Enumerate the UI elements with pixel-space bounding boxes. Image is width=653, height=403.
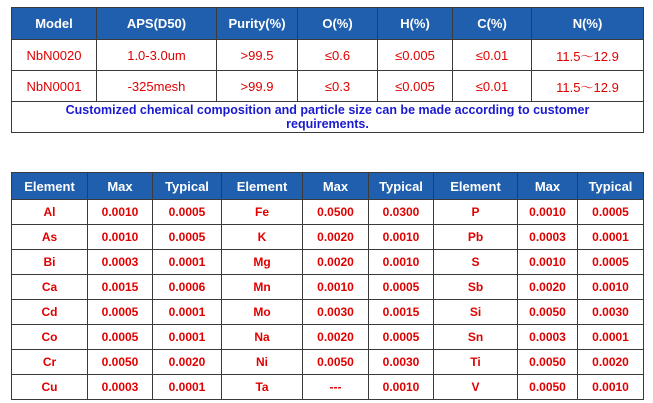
impurity-cell-element: Cu: [12, 375, 88, 400]
table-row: [12, 275, 644, 300]
impurity-body: [12, 200, 644, 400]
impurity-cell-typical: 0.0010: [578, 375, 644, 400]
impurity-cell-element: Sn: [434, 325, 518, 350]
impurity-cell-typical: 0.0001: [153, 325, 222, 350]
impurity-cell-element: Ni: [222, 350, 303, 375]
impurity-cell-typical: 0.0020: [578, 350, 644, 375]
impurity-cell-typical: 0.0001: [153, 300, 222, 325]
impurity-cell-element: Mn: [222, 275, 303, 300]
impurity-cell-typical: 0.0001: [578, 325, 644, 350]
spec-header-cell: C(%): [453, 8, 532, 40]
impurity-cell-element: Bi: [12, 250, 88, 275]
impurity-cell-max: 0.0003: [88, 375, 153, 400]
impurity-cell-max: 0.0050: [518, 375, 578, 400]
impurity-header-max: Max: [518, 173, 578, 200]
spec-cell-model: NbN0001: [12, 71, 97, 102]
impurity-cell-element: Pb: [434, 225, 518, 250]
impurity-header-max: Max: [88, 173, 153, 200]
impurity-cell-typical: 0.0010: [369, 250, 434, 275]
table-row: [12, 250, 644, 275]
impurity-cell-element: Si: [434, 300, 518, 325]
impurity-cell-max: 0.0500: [303, 200, 369, 225]
table-row: [12, 71, 644, 102]
spec-header-cell: APS(D50): [97, 8, 217, 40]
impurity-cell-typical: 0.0030: [369, 350, 434, 375]
table-row: [12, 375, 644, 400]
spec-header-cell: N(%): [532, 8, 644, 40]
impurity-header-row: [12, 173, 644, 200]
note-row: [12, 102, 644, 133]
impurity-cell-max: 0.0020: [303, 325, 369, 350]
impurity-header-typical: Typical: [369, 173, 434, 200]
impurity-header-max: Max: [303, 173, 369, 200]
spec-cell-carbon: ≤0.01: [453, 40, 532, 71]
impurity-cell-typical: 0.0005: [369, 325, 434, 350]
impurity-header-element: Element: [222, 173, 303, 200]
table-row: [12, 325, 644, 350]
impurity-cell-max: 0.0050: [88, 350, 153, 375]
impurity-header-element: Element: [434, 173, 518, 200]
impurity-cell-element: Na: [222, 325, 303, 350]
impurity-cell-typical: 0.0001: [153, 375, 222, 400]
spec-cell-purity: >99.9: [217, 71, 298, 102]
table-row: [12, 40, 644, 71]
spec-cell-oxygen: ≤0.6: [298, 40, 378, 71]
impurity-cell-max: 0.0003: [88, 250, 153, 275]
spec-header-cell: H(%): [378, 8, 453, 40]
impurity-cell-typical: 0.0005: [578, 250, 644, 275]
impurity-cell-element: Mo: [222, 300, 303, 325]
spec-cell-aps: 1.0-3.0um: [97, 40, 217, 71]
impurity-cell-max: 0.0003: [518, 325, 578, 350]
impurity-header-typical: Typical: [578, 173, 644, 200]
table-row: [12, 225, 644, 250]
impurity-cell-max: 0.0010: [88, 200, 153, 225]
impurity-cell-typical: 0.0005: [578, 200, 644, 225]
impurity-cell-element: Ta: [222, 375, 303, 400]
spec-header-row: [12, 8, 644, 40]
impurity-cell-max: 0.0015: [88, 275, 153, 300]
impurity-cell-max: 0.0020: [303, 250, 369, 275]
impurity-cell-typical: 0.0020: [153, 350, 222, 375]
impurity-table: [11, 172, 644, 400]
impurity-cell-max: 0.0005: [88, 325, 153, 350]
spec-header-cell: Model: [12, 8, 97, 40]
spec-cell-aps: -325mesh: [97, 71, 217, 102]
table-row: [12, 200, 644, 225]
impurity-cell-element: Sb: [434, 275, 518, 300]
impurity-cell-max: 0.0010: [518, 250, 578, 275]
spec-cell-nitrogen: 11.5～12.9: [532, 71, 644, 102]
impurity-cell-typical: 0.0005: [369, 275, 434, 300]
impurity-cell-element: P: [434, 200, 518, 225]
impurity-cell-max: 0.0030: [303, 300, 369, 325]
impurity-cell-typical: 0.0010: [369, 225, 434, 250]
spec-cell-oxygen: ≤0.3: [298, 71, 378, 102]
impurity-cell-typical: 0.0006: [153, 275, 222, 300]
customization-note: Customized chemical composition and particle size can be made according to customer requirements.: [12, 102, 644, 133]
impurity-cell-element: Al: [12, 200, 88, 225]
impurity-cell-max: 0.0010: [303, 275, 369, 300]
impurity-cell-element: K: [222, 225, 303, 250]
spec-header-cell: O(%): [298, 8, 378, 40]
impurity-cell-max: ---: [303, 375, 369, 400]
impurity-cell-element: As: [12, 225, 88, 250]
impurity-cell-element: Cr: [12, 350, 88, 375]
impurity-cell-max: 0.0005: [88, 300, 153, 325]
table-row: [12, 350, 644, 375]
impurity-cell-max: 0.0020: [303, 225, 369, 250]
impurity-header-typical: Typical: [153, 173, 222, 200]
impurity-cell-typical: 0.0030: [578, 300, 644, 325]
spec-cell-purity: >99.5: [217, 40, 298, 71]
impurity-cell-max: 0.0010: [88, 225, 153, 250]
spec-cell-nitrogen: 11.5～12.9: [532, 40, 644, 71]
impurity-cell-typical: 0.0001: [153, 250, 222, 275]
impurity-cell-element: Ca: [12, 275, 88, 300]
impurity-cell-element: Co: [12, 325, 88, 350]
impurity-cell-element: Mg: [222, 250, 303, 275]
impurity-cell-typical: 0.0005: [153, 200, 222, 225]
impurity-cell-typical: 0.0300: [369, 200, 434, 225]
spec-header-cell: Purity(%): [217, 8, 298, 40]
impurity-cell-typical: 0.0005: [153, 225, 222, 250]
impurity-cell-element: Ti: [434, 350, 518, 375]
impurity-cell-element: V: [434, 375, 518, 400]
spec-cell-hydrogen: ≤0.005: [378, 71, 453, 102]
spec-cell-model: NbN0020: [12, 40, 97, 71]
impurity-cell-max: 0.0050: [518, 350, 578, 375]
impurity-cell-typical: 0.0015: [369, 300, 434, 325]
table-row: [12, 300, 644, 325]
impurity-cell-max: 0.0003: [518, 225, 578, 250]
impurity-cell-max: 0.0050: [518, 300, 578, 325]
impurity-cell-typical: 0.0010: [578, 275, 644, 300]
impurity-header-element: Element: [12, 173, 88, 200]
impurity-cell-max: 0.0010: [518, 200, 578, 225]
spec-cell-hydrogen: ≤0.005: [378, 40, 453, 71]
impurity-cell-element: Cd: [12, 300, 88, 325]
impurity-cell-element: Fe: [222, 200, 303, 225]
spec-cell-carbon: ≤0.01: [453, 71, 532, 102]
impurity-cell-typical: 0.0001: [578, 225, 644, 250]
impurity-cell-element: S: [434, 250, 518, 275]
spec-table: [11, 7, 644, 133]
impurity-cell-max: 0.0050: [303, 350, 369, 375]
impurity-cell-typical: 0.0010: [369, 375, 434, 400]
impurity-cell-max: 0.0020: [518, 275, 578, 300]
